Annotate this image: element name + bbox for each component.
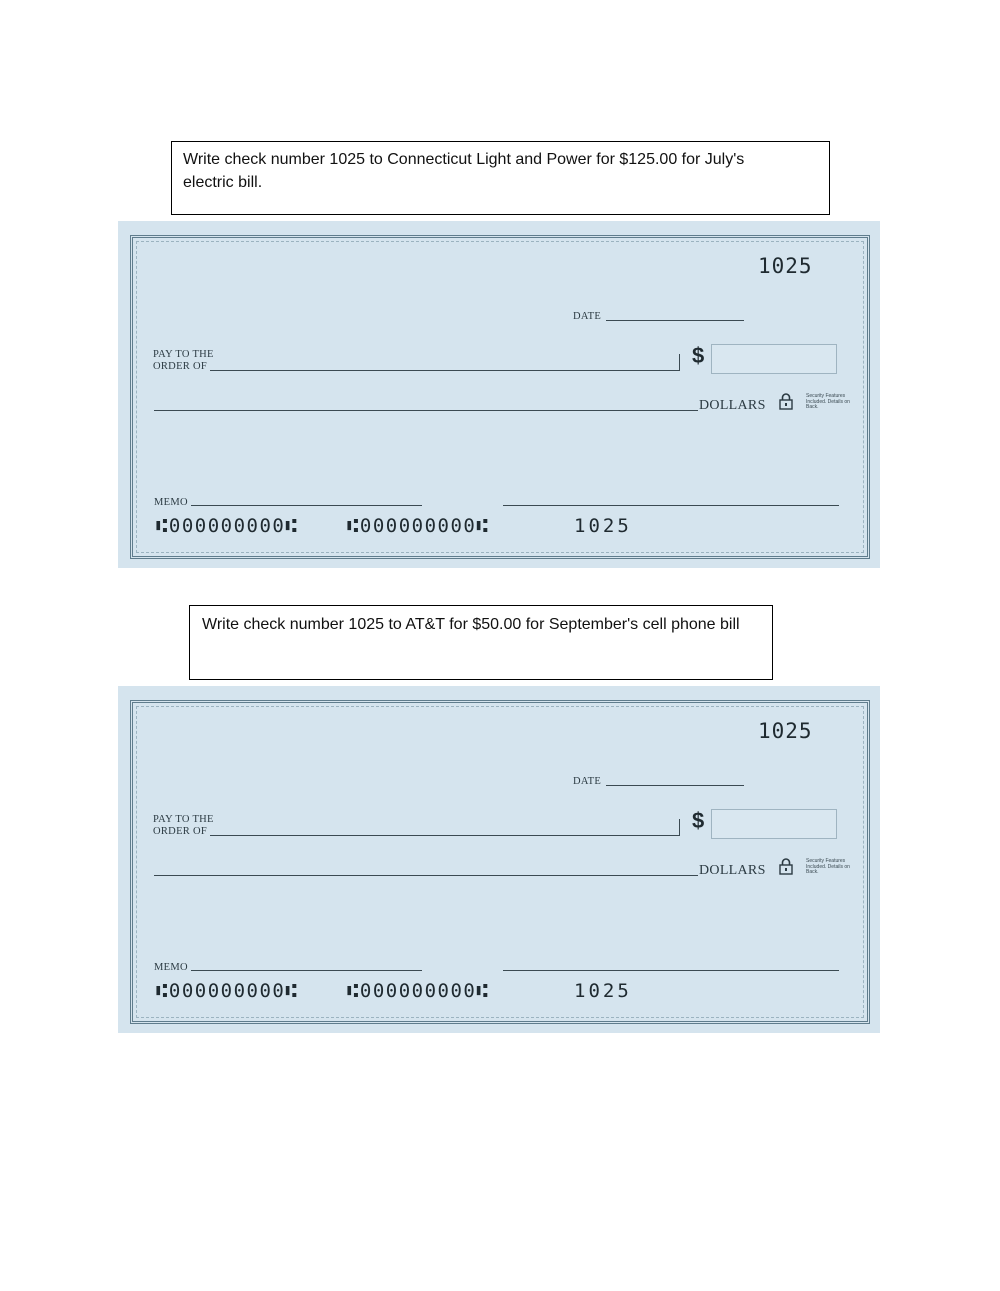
memo-label: MEMO [154, 962, 188, 973]
blank-check [118, 686, 880, 1033]
micr-routing-number: ⑆000000000⑆ [156, 980, 299, 1002]
payee-field[interactable] [210, 370, 680, 371]
memo-field[interactable] [191, 970, 422, 971]
pay-to-label-line1: PAY TO THE [153, 814, 214, 825]
check-number: 1025 [758, 719, 813, 743]
signature-field[interactable] [503, 505, 839, 506]
micr-routing-number: ⑆000000000⑆ [156, 515, 299, 537]
amount-field[interactable] [711, 344, 837, 374]
amount-field[interactable] [711, 809, 837, 839]
check-number: 1025 [758, 254, 813, 278]
dollar-sign: $ [692, 808, 705, 833]
instruction-text: Write check number 1025 to AT&T for $50.00 for September's cell phone bill [202, 616, 740, 633]
memo-field[interactable] [191, 505, 422, 506]
payee-field[interactable] [210, 835, 680, 836]
check-border [130, 235, 870, 559]
payee-field-end-tick [679, 354, 680, 370]
memo-label: MEMO [154, 497, 188, 508]
pay-to-label-line1: PAY TO THE [153, 349, 214, 360]
date-field[interactable] [606, 320, 744, 321]
micr-check-number: 1025 [574, 980, 632, 1002]
micr-check-number: 1025 [574, 515, 632, 537]
pay-to-label [153, 349, 214, 373]
pay-to-label [153, 814, 214, 838]
micr-account-number: ⑆000000000⑆ [347, 980, 490, 1002]
date-label: DATE [573, 776, 602, 787]
dollars-label: DOLLARS [699, 863, 766, 878]
instruction-box [171, 141, 830, 215]
lock-icon [779, 857, 793, 875]
dollars-label: DOLLARS [699, 398, 766, 413]
date-label: DATE [573, 311, 602, 322]
security-features-text: Security Features Included. Details on Back. [806, 858, 850, 875]
lock-icon [779, 392, 793, 410]
written-amount-field[interactable] [154, 875, 698, 876]
blank-check [118, 221, 880, 568]
signature-field[interactable] [503, 970, 839, 971]
date-field[interactable] [606, 785, 744, 786]
instruction-text: Write check number 1025 to Connecticut Light and Power for $125.00 for July's electric bill. [183, 151, 745, 191]
check-border [130, 700, 870, 1024]
pay-to-label-line2: ORDER OF [153, 361, 208, 372]
security-features-text: Security Features Included. Details on Back. [806, 393, 850, 410]
micr-account-number: ⑆000000000⑆ [347, 515, 490, 537]
dollar-sign: $ [692, 343, 705, 368]
payee-field-end-tick [679, 819, 680, 835]
written-amount-field[interactable] [154, 410, 698, 411]
instruction-box [189, 605, 773, 680]
pay-to-label-line2: ORDER OF [153, 826, 208, 837]
